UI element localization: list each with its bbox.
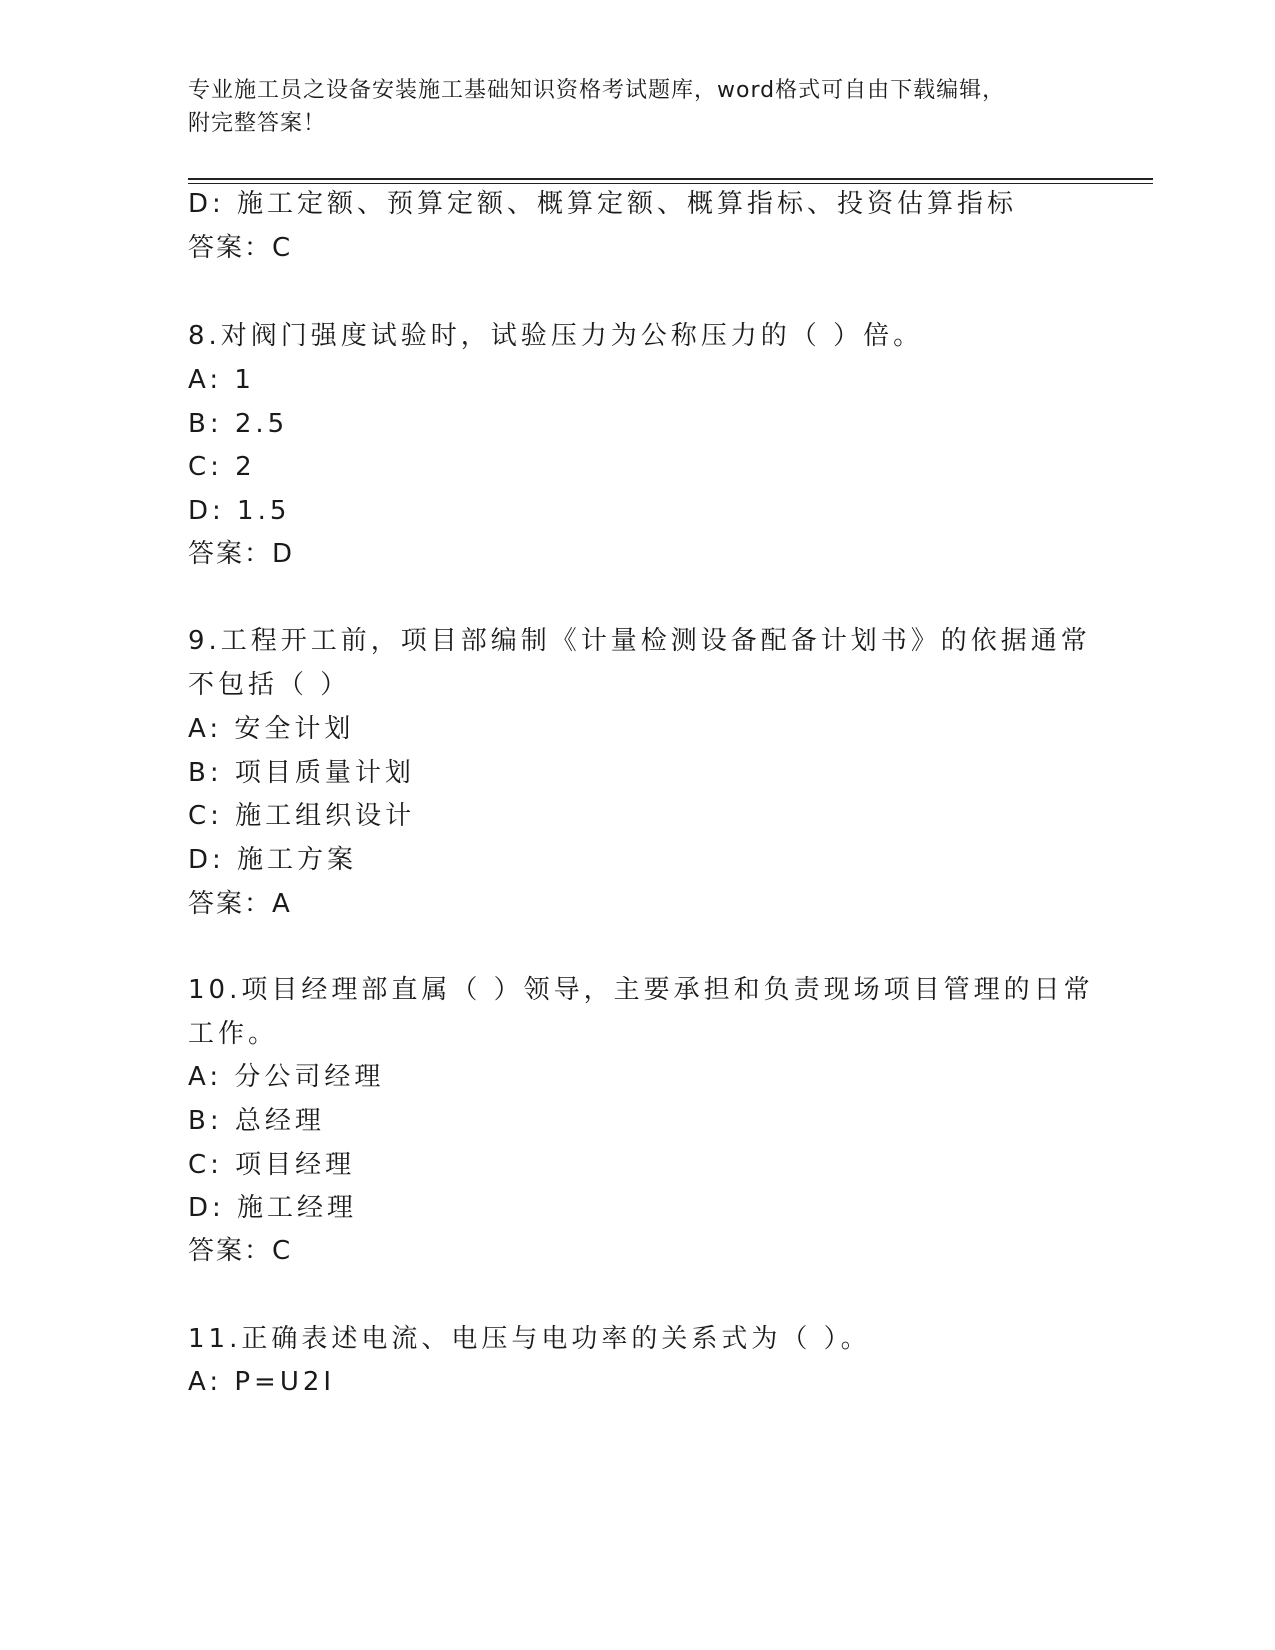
- question-11-stem: 11.正确表述电流、电压与电功率的关系式为（ ）。: [188, 1324, 871, 1354]
- header-divider-thick: [188, 178, 1153, 180]
- question-8-option-b: B: 2.5: [188, 409, 289, 439]
- header-line-2: 附完整答案！: [188, 111, 327, 136]
- question-9-answer: 答案：A: [188, 889, 292, 919]
- question-9-stem-line-2: 不包括（ ）: [188, 670, 351, 700]
- question-10-option-c: C: 项目经理: [188, 1150, 356, 1180]
- question-10-stem-line-1: 10.项目经理部直属（ ）领导，主要承担和负责现场项目管理的日常: [188, 975, 1094, 1005]
- prev-question-option-d: D: 施工定额、预算定额、概算定额、概算指标、投资估算指标: [188, 189, 1018, 219]
- header-line-1: 专业施工员之设备安装施工基础知识资格考试题库，word格式可自由下载编辑，: [188, 78, 1006, 103]
- question-9-option-c: C: 施工组织设计: [188, 801, 416, 831]
- prev-question-answer: 答案：C: [188, 233, 293, 263]
- question-10-option-a: A: 分公司经理: [188, 1062, 385, 1092]
- question-10-stem-line-2: 工作。: [188, 1019, 279, 1049]
- header-divider-thin: [188, 183, 1153, 184]
- question-9-option-a: A: 安全计划: [188, 714, 355, 744]
- question-8-option-d: D: 1.5: [188, 496, 291, 526]
- question-9-option-b: B: 项目质量计划: [188, 758, 415, 788]
- question-8-option-a: A: 1: [188, 365, 255, 395]
- question-8-option-c: C: 2: [188, 452, 256, 482]
- question-11-option-a: A: P=U2I: [188, 1367, 336, 1397]
- document-header: [188, 74, 1068, 140]
- question-10-option-b: B: 总经理: [188, 1106, 325, 1136]
- question-9-option-d: D: 施工方案: [188, 845, 358, 875]
- question-8-answer: 答案：D: [188, 539, 295, 569]
- question-8-stem: 8.对阀门强度试验时，试验压力为公称压力的（ ）倍。: [188, 321, 924, 351]
- question-10-option-d: D: 施工经理: [188, 1193, 358, 1223]
- question-9-stem-line-1: 9.工程开工前，项目部编制《计量检测设备配备计划书》的依据通常: [188, 626, 1091, 656]
- question-10-answer: 答案：C: [188, 1236, 293, 1266]
